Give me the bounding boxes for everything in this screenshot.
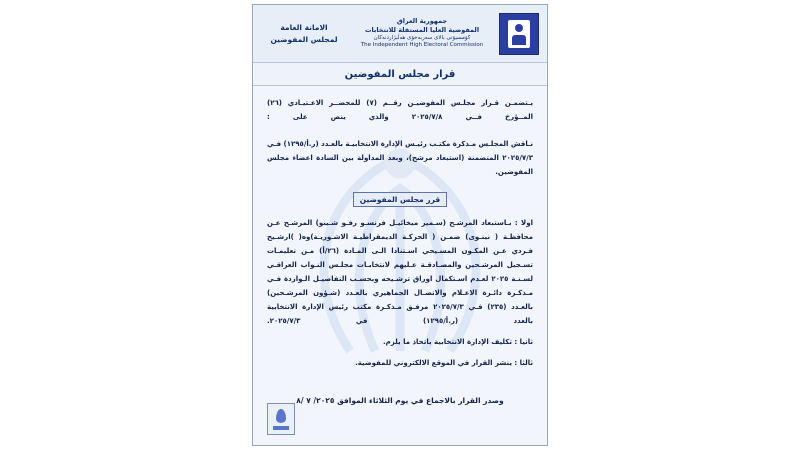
header-country-name: جمهورية العراق bbox=[396, 17, 448, 26]
header-kurdish-name: کۆمسیۆنی بالای سەربەخۆی هەڵبژاردنەکان bbox=[373, 34, 471, 41]
clause-second: ثانيا : تكليف الإدارة الانتخابية باتخاذ ما يلزم. bbox=[383, 337, 533, 346]
document-header bbox=[253, 5, 547, 63]
header-english-name: The Independent High Electoral Commission bbox=[360, 42, 484, 49]
document-sheet bbox=[252, 4, 548, 446]
clause-first: اولا : بـاستبعاد المرشـح (سـمير ميخائيـل فرنسـو رفـو شـينو) المرشـح عـن محافظـة ( نينـوى) ضمـن ( الحركـة الديمقراطيـة الاشـوريـة)وه( )ارشـيح فـردي عـن المكـون المسـيحي اسـتنادا الـى المـادة (٢٦/أ) مـن تعليمـات تسـجيل المرشـحين والمصـادقـة عـليهم لانتخابـات مجلـس النـواب العراقـي لسـنـة ٢٠٢٥ لعـدم اسـتكمال اوراق ترشـيحه وبحسـب التفاصيـل الـواردة فـي مـذكـرة دائـرة الاعـلام والاتصـال الجماهيري بالعـدد (شـؤون المرشـحين) بالعـدد (٢٣٥) فـي ٢٠٢٥/٧/٣ مرفـق مـذكـرة مكتب رئيس الإدارة الانتخابية بالعدد (ر.أ/١٢٩٥) في ٢٠٢٥/٧/٣. bbox=[267, 218, 534, 325]
decision-footer-date: وصدر القرار بالاجماع في يوم الثلاثاء الموافق ٢٠٢٥/ ٧ /٨ bbox=[296, 395, 504, 405]
bottom-base-shape bbox=[273, 426, 289, 430]
header-right-block bbox=[261, 22, 347, 45]
bottom-watermark-icon bbox=[267, 403, 295, 435]
bottom-drop-shape bbox=[276, 409, 286, 423]
header-center-block bbox=[347, 17, 497, 49]
decision-heading: قرر مجلس المفوضين bbox=[353, 192, 447, 207]
clause-third: ثالثا : ينشر القرار في الموقع الالكتروني للمفوضية. bbox=[355, 358, 533, 367]
page-title: قرار مجلس المفوضين bbox=[253, 63, 547, 86]
header-secretariat-line1: الامانة العامة bbox=[280, 23, 328, 33]
header-commission-name: المفوضية العليا المستقلة للانتخابات bbox=[364, 26, 480, 35]
document-body bbox=[253, 86, 547, 405]
intro-paragraph-2: نـاقش المجلـس مـذكرة مكتـب رئيـس الإدارة الانتخابيـة بالعـدد (ر.أ/١٢٩٥) فـي ٢٠٢٥/٧/٣ المتضمنة (استبعاد مرشح)، وبعد المداولة بين السادة اعضاء مجلس المفوضين. bbox=[267, 139, 533, 177]
emblem-inner-shape bbox=[508, 20, 530, 48]
header-secretariat-line2: لمجلس المفوضين bbox=[270, 34, 338, 44]
ihec-emblem-icon bbox=[499, 13, 539, 55]
intro-paragraph-1: يـتضمـن قـرار مجلـس المفوضيـن رقــم (٧) للمحضــر الاعـتيـادي (٢٦) المــؤرخ فــي ٢٠٢٥/٧/٨ والذي ينص على : bbox=[267, 99, 533, 122]
